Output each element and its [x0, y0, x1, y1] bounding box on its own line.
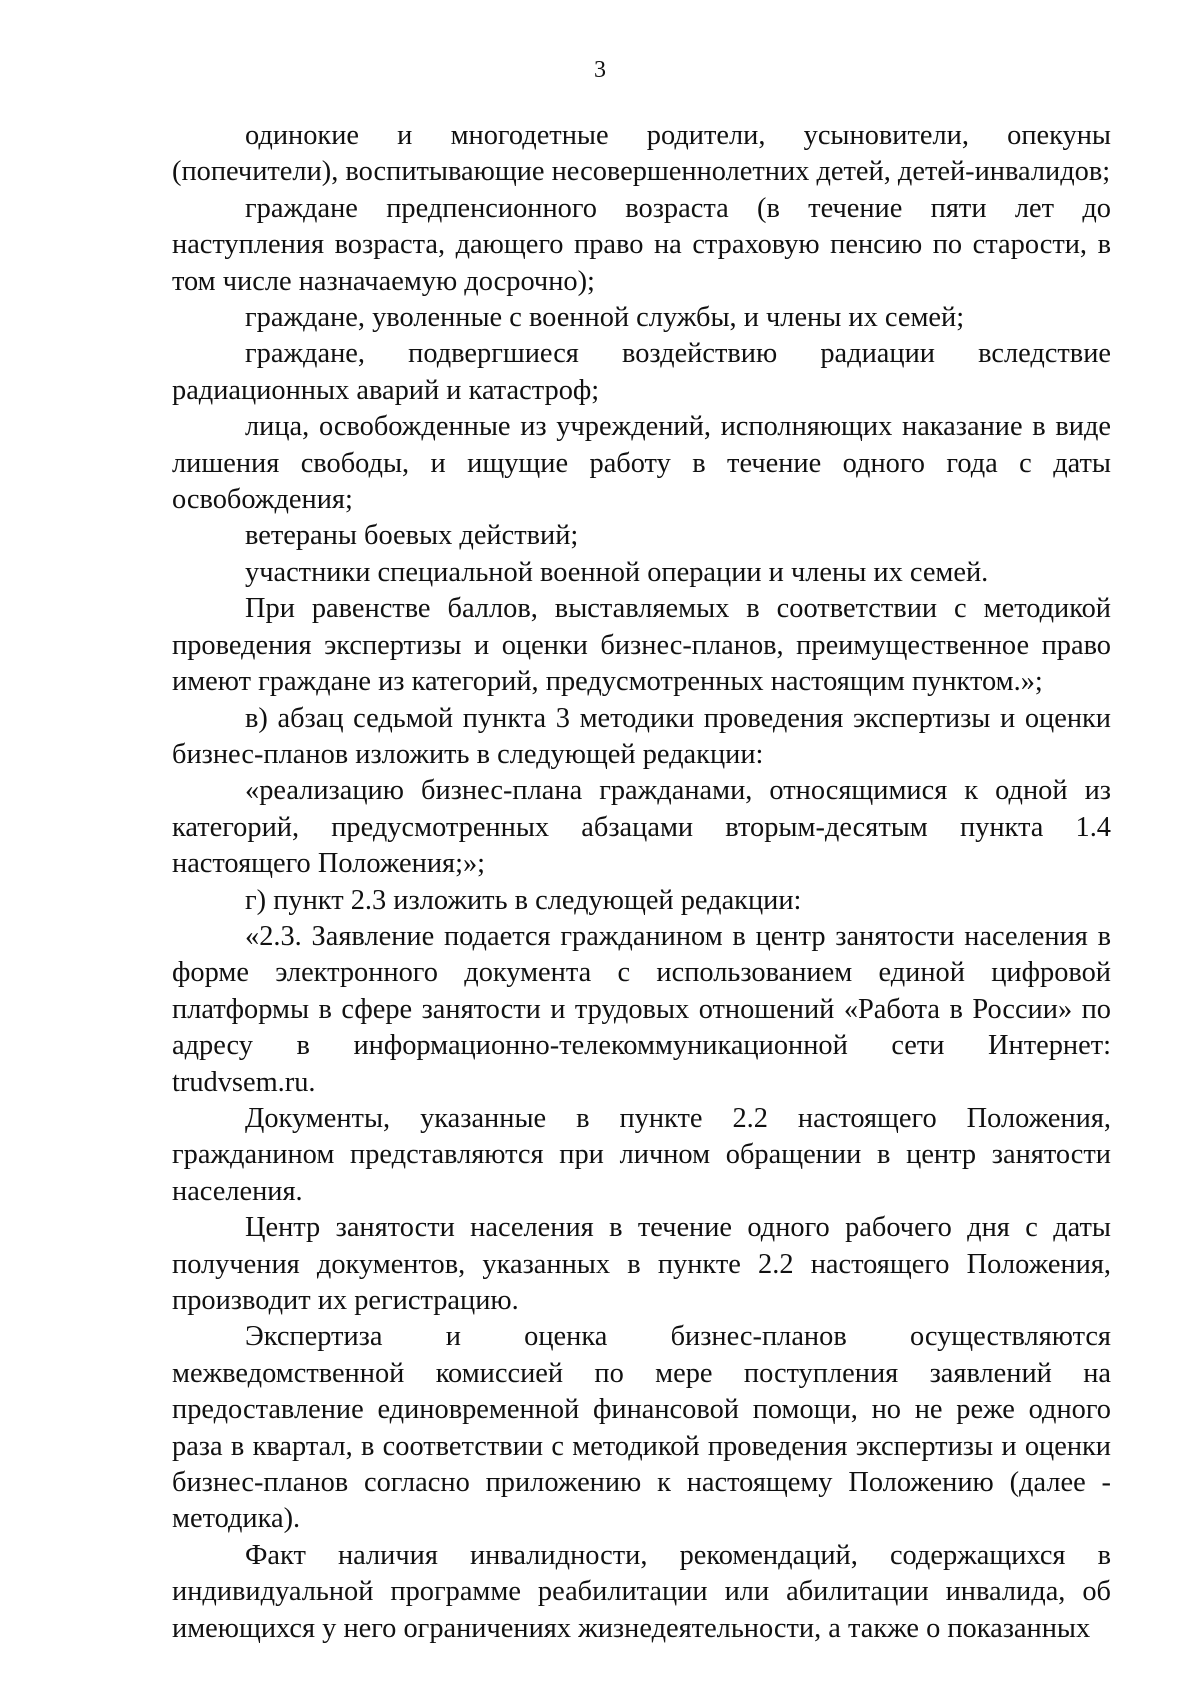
paragraph-radiation-exposed: граждане, подвергшиеся воздействию радиации вследствие радиационных аварий и катастроф;	[172, 338, 1111, 406]
paragraph-special-operation-participants: участники специальной военной операции и члены их семей.	[245, 556, 989, 588]
paragraph-pre-retirement-citizens: граждане предпенсионного возраста (в течение пяти лет до наступления возраста, дающего право на страховую пенсию по старости, в том числе назначаемую досрочно);	[172, 192, 1111, 297]
document-body	[172, 118, 1111, 1647]
paragraph-business-plan-criterion: «реализацию бизнес-плана гражданами, относящимися к одной из категорий, предусмотренных абзацами вторым-десятым пункта 1.4 настоящего Положения;»;	[172, 775, 1111, 880]
paragraph-released-from-prison: лица, освобожденные из учреждений, исполняющих наказание в виде лишения свободы, и ищущие работу в течение одного года с даты освобождения;	[172, 411, 1111, 516]
paragraph-disability-fact: Факт наличия инвалидности, рекомендаций, содержащихся в индивидуальной программе реабилитации или абилитации инвалида, об имеющихся у него ограничениях жизнедеятельности, а также о показанных	[172, 1539, 1111, 1644]
paragraph-registration: Центр занятости населения в течение одного рабочего дня с даты получения документов, указанных в пункте 2.2 настоящего Положения, производит их регистрацию.	[172, 1212, 1111, 1316]
paragraph-clause-2-3-application: «2.3. Заявление подается гражданином в центр занятости населения в форме электронного документа с использованием единой цифровой платформы в сфере занятости и трудовых отношений «Работа в России» по адресу в информационно-телекоммуникационной сети Интернет: trudvsem.ru.	[172, 920, 1111, 1098]
paragraph-amendment-g: г) пункт 2.3 изложить в следующей редакции:	[245, 884, 802, 916]
paragraph-documents-submission: Документы, указанные в пункте 2.2 настоящего Положения, гражданином представляются при личном обращении в центр занятости населения.	[172, 1102, 1111, 1207]
paragraph-amendment-v: в) абзац седьмой пункта 3 методики проведения экспертизы и оценки бизнес-планов изложить в следующей редакции:	[172, 702, 1111, 770]
paragraph-combat-veterans: ветераны боевых действий;	[245, 520, 579, 552]
paragraph-equal-scores-priority: При равенстве баллов, выставляемых в соответствии с методикой проведения экспертизы и оценки бизнес-планов, преимущественное право имеют граждане из категорий, предусмотренных настоящим пунктом.»;	[172, 593, 1111, 698]
paragraph-expert-evaluation: Экспертиза и оценка бизнес-планов осуществляются межведомственной комиссией по мере поступления заявлений на предоставление единовременной финансовой помощи, но не реже одного раза в квартал, в соответствии с методикой проведения экспертизы и оценки бизнес-планов согласно приложению к настоящему Положению (далее - методика).	[172, 1321, 1111, 1535]
paragraph-single-large-family-parents: одинокие и многодетные родители, усыновители, опекуны (попечители), воспитывающие несовершеннолетних детей, детей-инвалидов;	[172, 120, 1111, 188]
paragraph-military-discharged: граждане, уволенные с военной службы, и члены их семей;	[245, 302, 965, 334]
page-number: 3	[594, 57, 606, 83]
